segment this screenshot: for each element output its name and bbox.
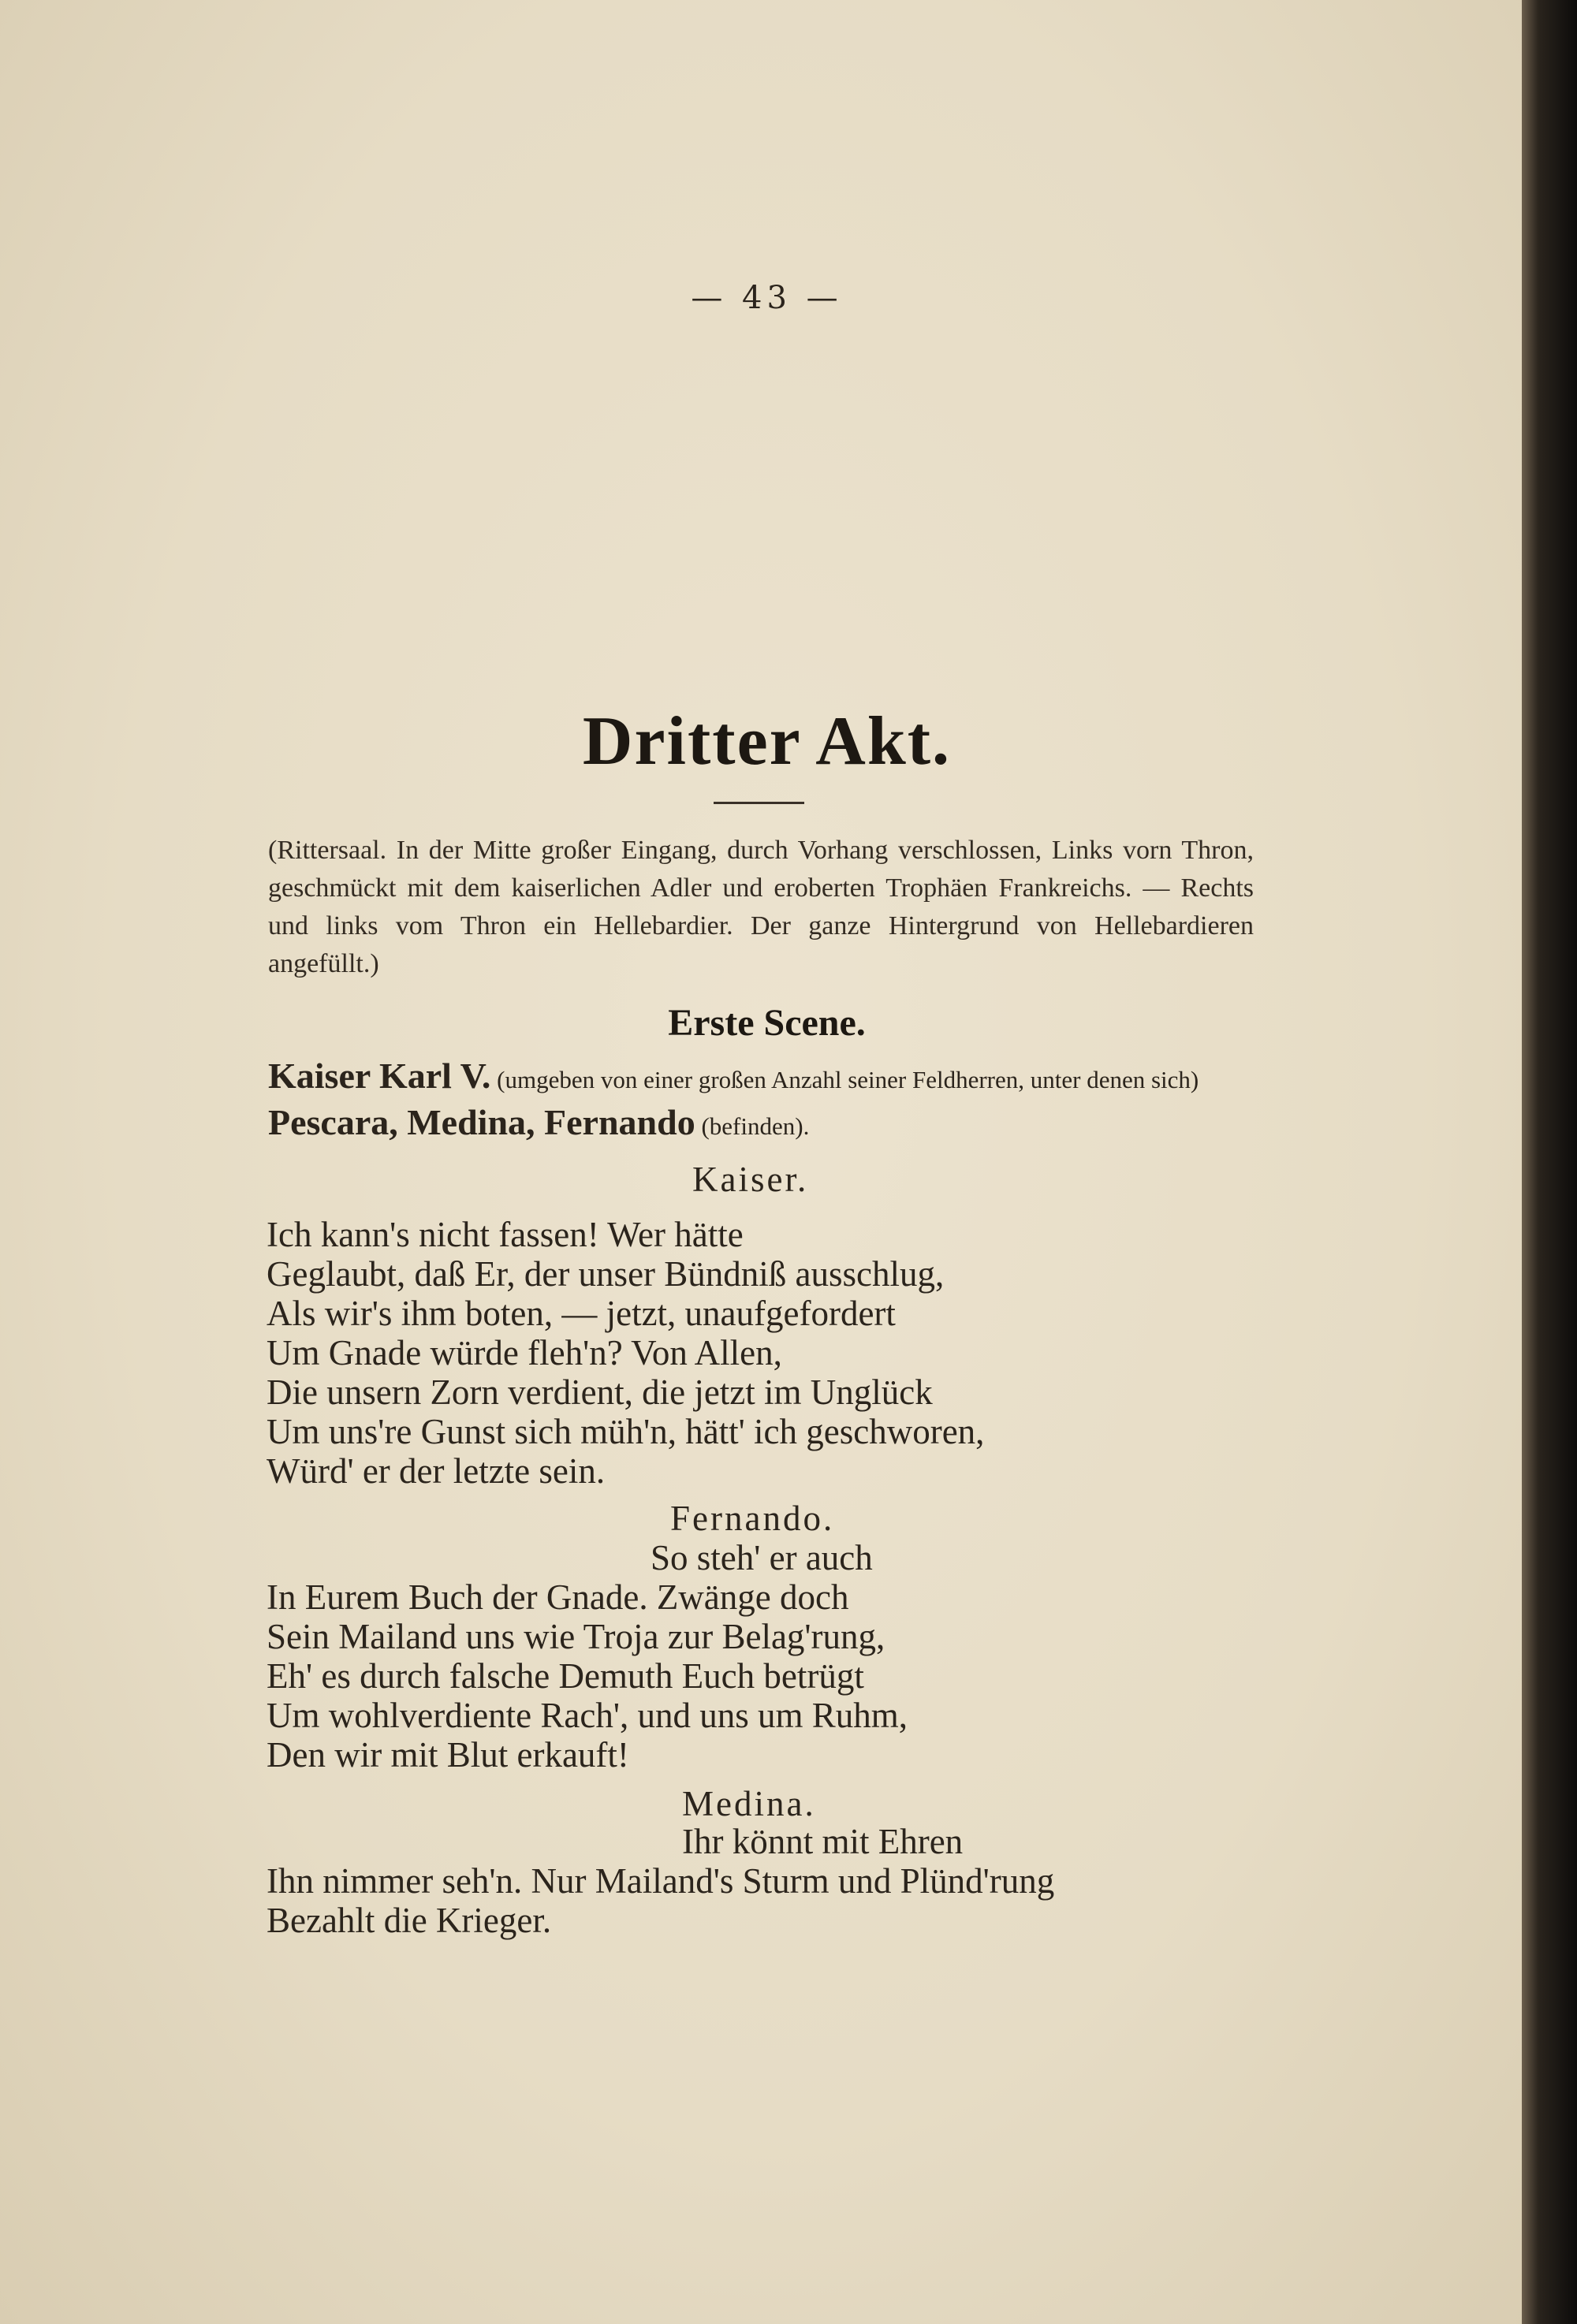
cast-lead: Kaiser Karl V. [268,1056,491,1096]
verse-line: Den wir mit Blut erkauft! [267,1735,629,1775]
speaker-medina: Medina. [682,1784,816,1823]
page-number: — 43 — [691,280,843,316]
stage-direction: (Rittersaal. In der Mitte großer Eingang, durch Vorhang verschlossen, Links vorn Thron, geschmückt mit dem kaiserlichen Adler und eroberten Trophäen Frankreichs. — Rechts und links vom Thron ein Hellebardier. Der ganze Hintergrund von Hellebardieren angefüllt.) [268,836,1254,978]
verse-line: Um uns're Gunst sich müh'n, hätt' ich geschworen, [267,1412,985,1451]
cast-text-1: (umgeben von einer großen Anzahl seiner Feldherren, unter denen sich) [497,1066,1199,1093]
cast-names: Pescara, Medina, Fernando [268,1102,695,1142]
speaker-fernando: Fernando. [670,1499,835,1538]
verse-line: Ich kann's nicht fassen! Wer hätte [267,1215,744,1254]
speaker-kaiser: Kaiser. [692,1160,809,1199]
verse-line: Als wir's ihm boten, — jetzt, unaufgefordert [267,1294,896,1333]
verse-line: Eh' es durch falsche Demuth Euch betrügt [267,1656,864,1696]
act-title: Dritter Akt. [582,703,952,780]
verse-line: Bezahlt die Krieger. [267,1901,552,1940]
cast-list [268,1055,1254,1148]
verse-line: So steh' er auch [651,1538,873,1577]
verse-line: Sein Mailand uns wie Troja zur Belag'rung, [267,1617,885,1656]
verse-line: Ihn nimmer seh'n. Nur Mailand's Sturm und Plünd'rung [267,1861,1055,1901]
verse-line: Um Gnade würde fleh'n? Von Allen, [267,1333,782,1372]
title-divider [714,802,804,804]
verse-line: Würd' er der letzte sein. [267,1451,606,1491]
verse-line: Geglaubt, daß Er, der unser Bündniß ausschlug, [267,1254,945,1294]
verse-line: Ihr könnt mit Ehren [682,1822,964,1861]
cast-text-2: (befinden). [701,1112,810,1140]
book-edge [1522,0,1577,2324]
verse-line: In Eurem Buch der Gnade. Zwänge doch [267,1577,849,1617]
verse-line: Die unsern Zorn verdient, die jetzt im Unglück [267,1372,933,1412]
scene-title: Erste Scene. [668,1002,866,1044]
verse-line: Um wohlverdiente Rach', und uns um Ruhm, [267,1696,908,1735]
